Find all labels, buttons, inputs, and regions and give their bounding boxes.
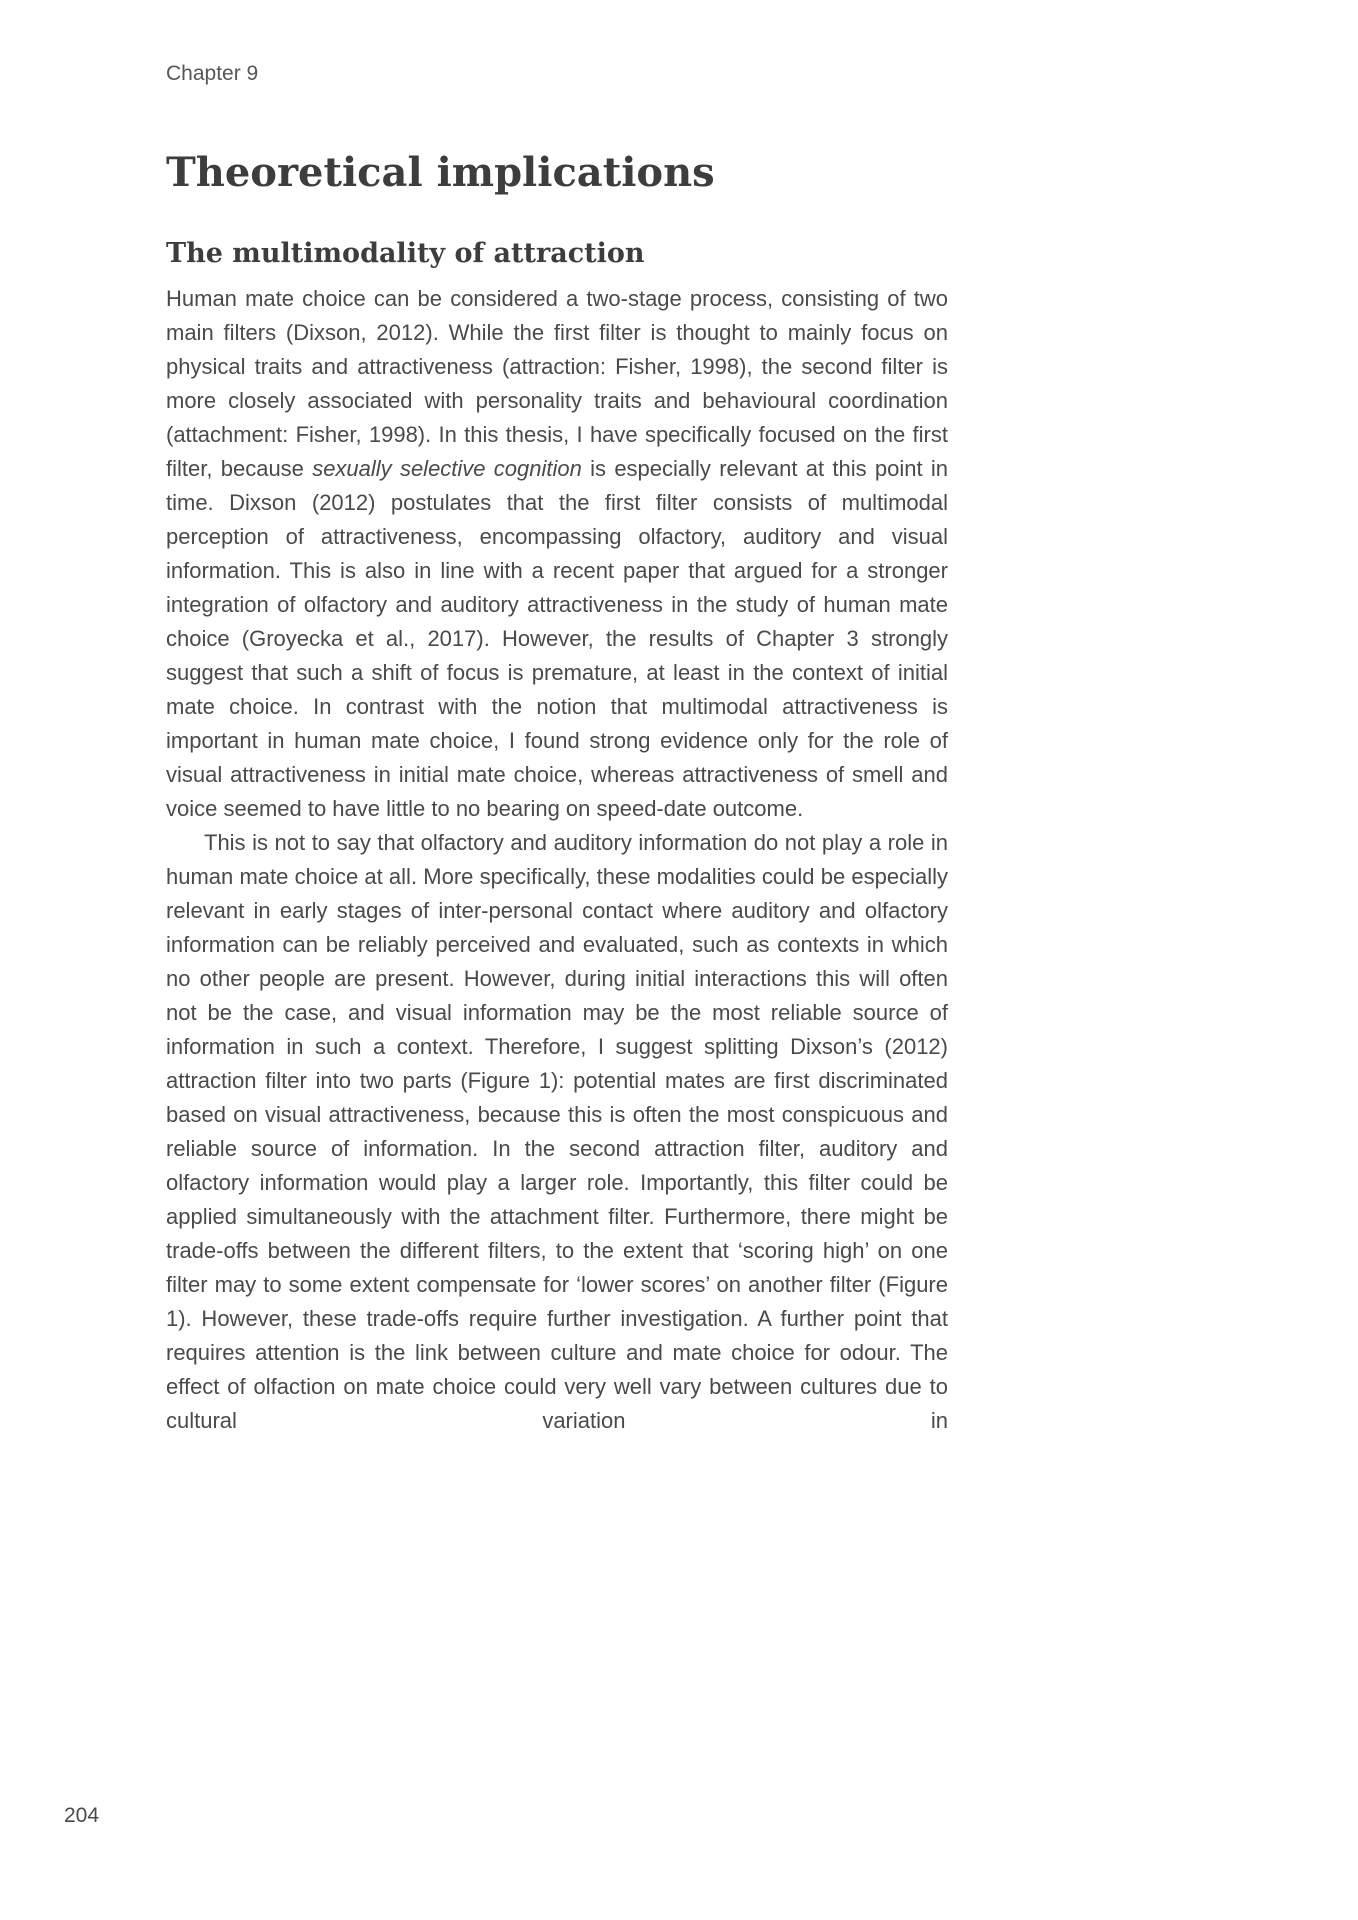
paragraph-1-italic-phrase: sexually selective cognition bbox=[312, 456, 582, 482]
paragraph-1-segment-3: is especially relevant at this point in time. Dixson (2012) postulates that the first filter consists of multimodal perception of attractiveness, encompassing olfactory, auditory and visual information. This is also in line with a recent paper that argued for a stronger integration of olfactory and auditory attractiveness in the study of human mate choice (Groyecka et al., 2017). However, the results of Chapter 3 strongly suggest that such a shift of focus is premature, at least in the context of initial mate choice. In contrast with the notion that multimodal attractiveness is important in human mate choice, I found strong evidence only for the role of visual attractiveness in initial mate choice, whereas attractiveness of smell and voice seemed to have little to no bearing on speed-date outcome. bbox=[166, 456, 948, 822]
running-header: Chapter 9 bbox=[166, 62, 259, 85]
paragraph-2 bbox=[166, 826, 948, 1438]
paragraph-1 bbox=[166, 282, 948, 826]
section-title: Theoretical implications bbox=[166, 149, 715, 196]
paragraph-1-segment-1: Human mate choice can be considered a two-stage process, consisting of two main filters (Dixson, 2012). While the first filter is thought to mainly focus on physical traits and attractiveness (attraction: Fisher, 1998), the second filter is more closely associated with personality traits and behavioural coordination (attachment: Fisher, 1998). In this thesis, I have specifically focused on the first filter, because bbox=[166, 286, 948, 482]
paragraph-2-segment-1: This is not to say that olfactory and auditory information do not play a role in human mate choice at all. More specifically, these modalities could be especially relevant in early stages of inter-personal contact where auditory and olfactory information can be reliably perceived and evaluated, such as contexts in which no other people are present. However, during initial interactions this will often not be the case, and visual information may be the most reliable source of information in such a context. Therefore, I suggest splitting Dixson’s (2012) attraction filter into two parts (Figure 1): potential mates are first discriminated based on visual attractiveness, because this is often the most conspicuous and reliable source of information. In the second attraction filter, auditory and olfactory information would play a larger role. Importantly, this filter could be applied simultaneously with the attachment filter. Furthermore, there might be trade-offs between the different filters, to the extent that ‘scoring high’ on one filter may to some extent compensate for ‘lower scores’ on another filter (Figure 1). However, these trade-offs require further investigation. A further point that requires attention is the link between culture and mate choice for odour. The effect of olfaction on mate choice could very well vary between cultures due to cultural variation in bbox=[166, 830, 948, 1434]
page-number: 204 bbox=[64, 1804, 100, 1827]
subsection-title: The multimodality of attraction bbox=[166, 238, 645, 269]
page-content bbox=[166, 150, 948, 1438]
